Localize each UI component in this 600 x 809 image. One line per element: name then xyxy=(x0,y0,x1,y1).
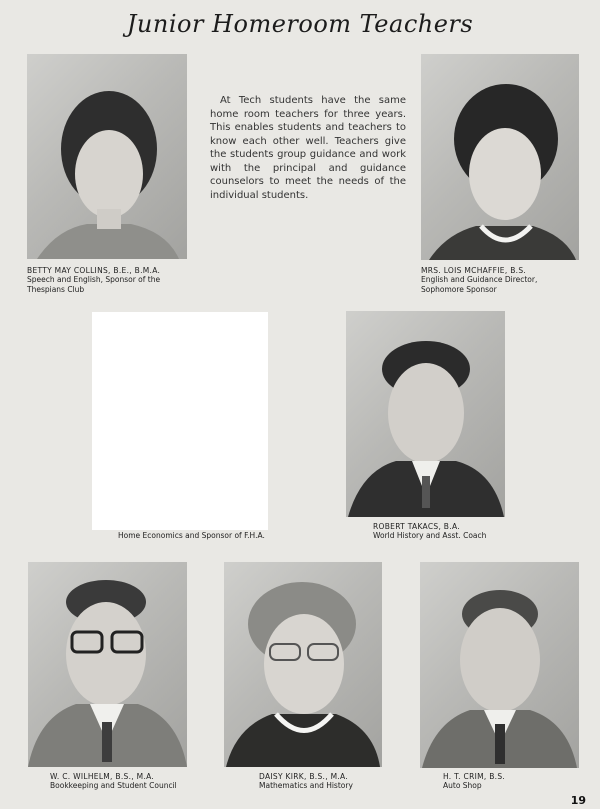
portrait-photo-kirk xyxy=(224,562,382,767)
portrait-photo-mchaffie xyxy=(421,54,579,260)
teacher-name: ROBERT TAKACS, B.A. xyxy=(373,522,460,531)
blank-photo-area xyxy=(92,312,268,530)
intro-paragraph: At Tech students have the same home room teachers for three years. This enables students and teachers to know each other well. Teachers give the students group guidance and work with the principal and guidance counselors to meet the needs of the individual students. xyxy=(210,95,406,201)
portrait-photo-collins xyxy=(27,54,187,259)
teacher-description: Mathematics and History xyxy=(259,781,353,790)
teacher-description: Auto Shop xyxy=(443,781,482,790)
portrait-photo-crim xyxy=(420,562,579,768)
teacher-description: English and Guidance Director, Sophomore Sponsor xyxy=(421,275,538,294)
portrait-photo-takacs xyxy=(346,311,505,517)
teacher-description: Home Economics and Sponsor of F.H.A. xyxy=(118,531,265,540)
teacher-description: World History and Asst. Coach xyxy=(373,531,487,540)
page-title: Junior Homeroom Teachers xyxy=(126,10,474,38)
page-number: 19 xyxy=(570,794,586,807)
portrait-photo-wilhelm xyxy=(28,562,187,767)
teacher-name: H. T. CRIM, B.S. xyxy=(443,772,506,781)
teacher-description: Speech and English, Sponsor of the Thespians Club xyxy=(27,275,161,294)
teacher-name: BETTY MAY COLLINS, B.E., B.M.A. xyxy=(27,266,161,275)
teacher-name: W. C. WILHELM, B.S., M.A. xyxy=(50,772,155,781)
teacher-description: Bookkeeping and Student Council xyxy=(50,781,177,790)
teacher-name: MRS. LOIS MCHAFFIE, B.S. xyxy=(421,266,527,275)
teacher-name: DAISY KIRK, B.S., M.A. xyxy=(259,772,349,781)
